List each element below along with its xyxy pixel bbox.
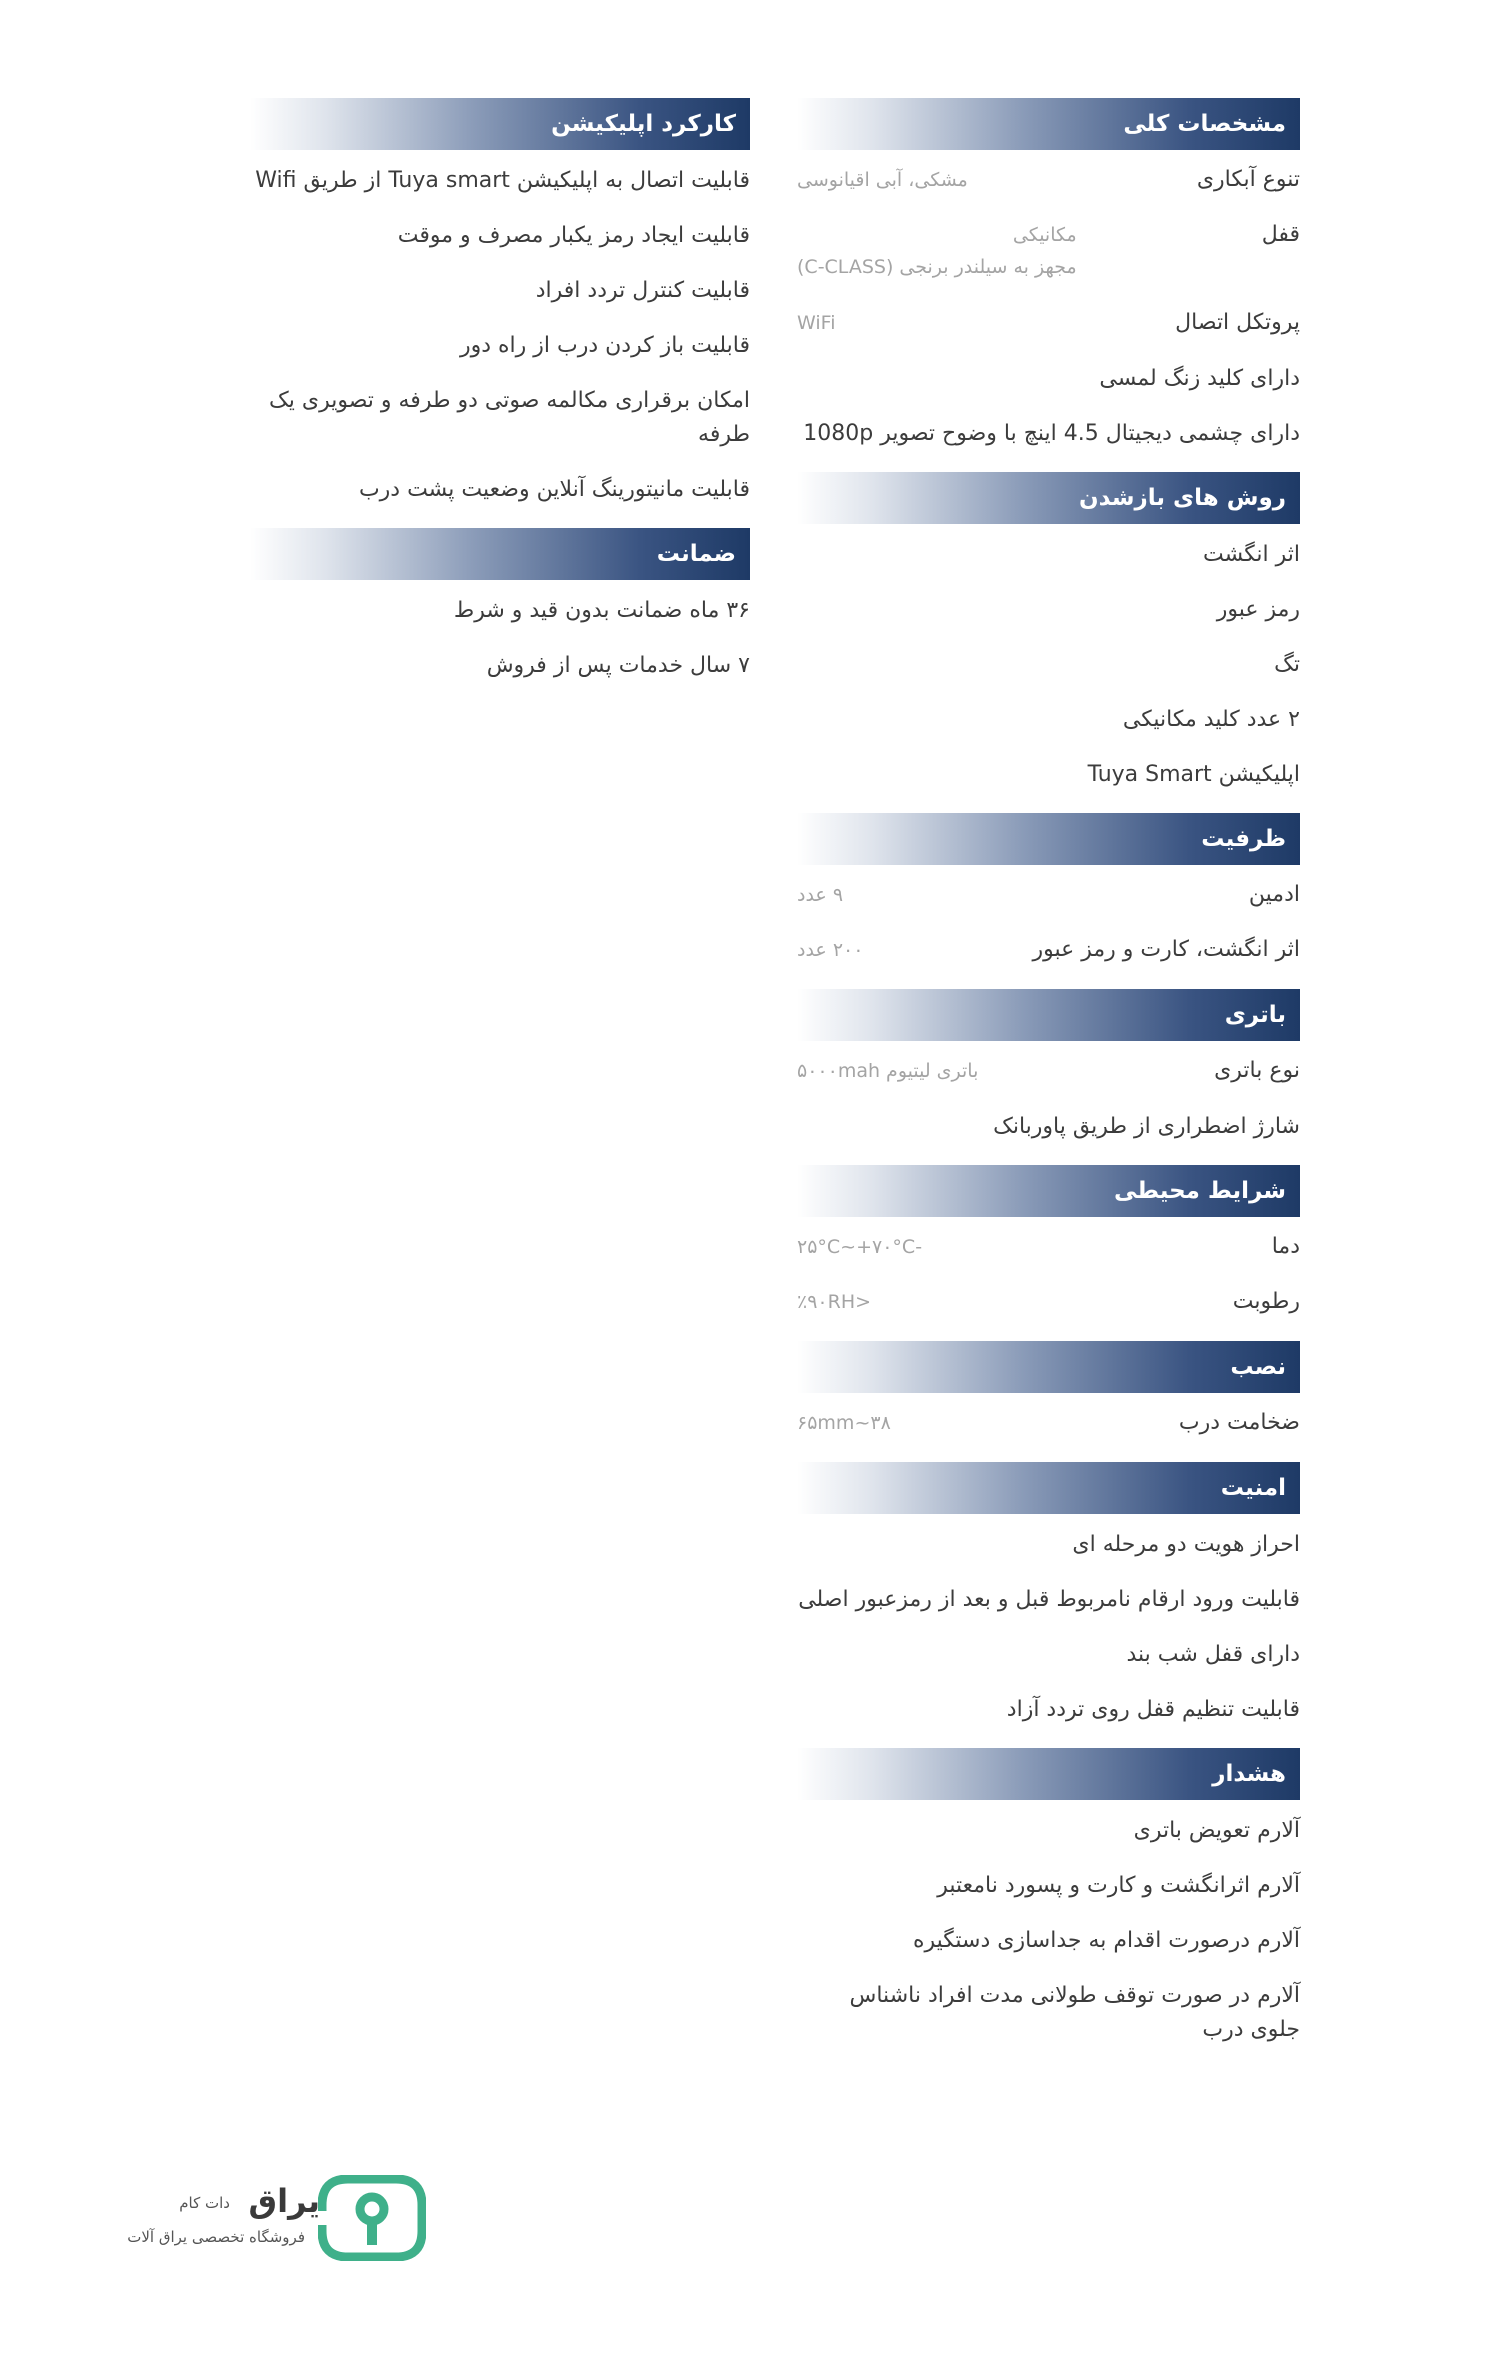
spec-row	[797, 879, 1300, 934]
section-capacity	[797, 813, 1300, 989]
spec-label: ضخامت درب	[1178, 1410, 1300, 1435]
logo-tagline: فروشگاه تخصصی یراق آلات	[127, 2228, 305, 2246]
spec-label: پروتکل اتصال	[1175, 310, 1300, 335]
spec-row	[797, 219, 1300, 307]
list-item: آلارم درصورت اقدام به جداسازی دستگیره	[912, 1928, 1300, 1953]
spec-value: -۲۵°C~+۷۰°C	[797, 1236, 923, 1258]
spec-value: <٪۹۰RH	[797, 1291, 872, 1313]
list-item: آلارم تعویض باتری	[1133, 1818, 1300, 1843]
list-item: امکان برقراری مکالمه صوتی دو طرفه و تصویری یک طرفه	[269, 388, 750, 447]
section-general	[797, 98, 1300, 451]
section-header-alarm: هشدار	[797, 1748, 1300, 1800]
spec-label: اثر انگشت، کارت و رمز عبور	[1032, 937, 1300, 962]
section-app	[250, 98, 750, 507]
section-header-security: امنیت	[797, 1462, 1300, 1514]
section-unlock	[797, 472, 1300, 792]
spec-value: ۳۸~۶۵mm	[797, 1412, 891, 1434]
list-item: رمز عبور	[1216, 597, 1300, 622]
section-header-environment: شرایط محیطی	[797, 1165, 1300, 1217]
list-item: قابلیت ورود ارقام نامربوط قبل و بعد از رمزعبور اصلی	[798, 1587, 1300, 1612]
logo-name: یراق	[248, 2182, 320, 2220]
spec-value: WiFi	[797, 312, 836, 334]
list-item: قابلیت تنظیم قفل روی تردد آزاد	[1006, 1697, 1300, 1722]
section-header-general: مشخصات کلی	[797, 98, 1300, 150]
logo-dotcom: دات کام	[179, 2194, 230, 2212]
spec-row	[797, 1407, 1300, 1462]
spec-label: تنوع آبکاری	[1196, 167, 1300, 192]
section-header-warranty: ضمانت	[250, 528, 750, 580]
list-item: قابلیت کنترل تردد افراد	[535, 278, 750, 303]
right-column	[797, 98, 1300, 2068]
list-item: دارای کلید زنگ لمسی	[1099, 366, 1300, 391]
spec-value: باتری لیتیوم ۵۰۰۰mah	[797, 1060, 979, 1082]
section-header-capacity: ظرفیت	[797, 813, 1300, 865]
list-item: قابلیت مانیتورینگ آنلاین وضعیت پشت درب	[358, 477, 750, 502]
spec-label: ادمین	[1248, 882, 1300, 907]
section-header-unlock: روش های بازشدن	[797, 472, 1300, 524]
list-item: قابلیت اتصال به اپلیکیشن Tuya smart از طریق Wifi	[255, 168, 750, 193]
list-item: دارای قفل شب بند	[1126, 1642, 1300, 1667]
section-warranty	[250, 528, 750, 683]
section-battery	[797, 989, 1300, 1144]
left-column	[250, 98, 750, 704]
list-item: اپلیکیشن Tuya Smart	[1087, 762, 1300, 787]
spec-value: ۹ عدد	[797, 884, 844, 906]
section-alarm	[797, 1748, 1300, 2047]
spec-value: مشکی، آبی اقیانوسی	[797, 169, 968, 191]
list-item: قابلیت ایجاد رمز یکبار مصرف و موقت	[397, 223, 750, 248]
keyhole-logo-icon	[318, 2175, 426, 2261]
list-item: ۲ عدد کلید مکانیکی	[1122, 707, 1300, 732]
spec-row	[797, 1286, 1300, 1341]
spec-row	[797, 1055, 1300, 1110]
spec-row	[797, 164, 1300, 219]
list-item: دارای چشمی دیجیتال 4.5 اینچ با وضوح تصویر 1080p	[803, 421, 1300, 446]
list-item: ۷ سال خدمات پس از فروش	[486, 653, 750, 678]
section-header-battery: باتری	[797, 989, 1300, 1041]
section-environment	[797, 1165, 1300, 1341]
list-item: ۳۶ ماه ضمانت بدون قید و شرط	[453, 598, 750, 623]
spec-row	[797, 1231, 1300, 1286]
spec-label: قفل	[1261, 222, 1300, 247]
spec-label: دما	[1271, 1234, 1300, 1259]
list-item: تگ	[1274, 652, 1300, 677]
brand-logo	[110, 2170, 430, 2280]
spec-value: ۲۰۰ عدد	[797, 939, 864, 961]
list-item: آلارم اثرانگشت و کارت و پسورد نامعتبر	[937, 1873, 1300, 1898]
spec-row	[797, 934, 1300, 989]
section-security	[797, 1462, 1300, 1727]
list-item: اثر انگشت	[1203, 542, 1300, 567]
spec-label: رطوبت	[1232, 1289, 1300, 1314]
section-install	[797, 1341, 1300, 1462]
section-header-app: کارکرد اپلیکیشن	[250, 98, 750, 150]
spec-value: مکانیکی مجهز به سیلندر برنجی (C-CLASS)	[797, 224, 1077, 278]
list-item: احراز هویت دو مرحله ای	[1072, 1532, 1300, 1557]
section-header-install: نصب	[797, 1341, 1300, 1393]
spec-row	[797, 307, 1300, 362]
spec-label: نوع باتری	[1214, 1058, 1300, 1083]
list-item: قابلیت باز کردن درب از راه دور	[459, 333, 750, 358]
list-item: آلارم در صورت توقف طولانی مدت افراد ناشناس جلوی درب	[849, 1983, 1300, 2042]
list-item: شارژ اضطراری از طریق پاوربانک	[993, 1114, 1300, 1139]
